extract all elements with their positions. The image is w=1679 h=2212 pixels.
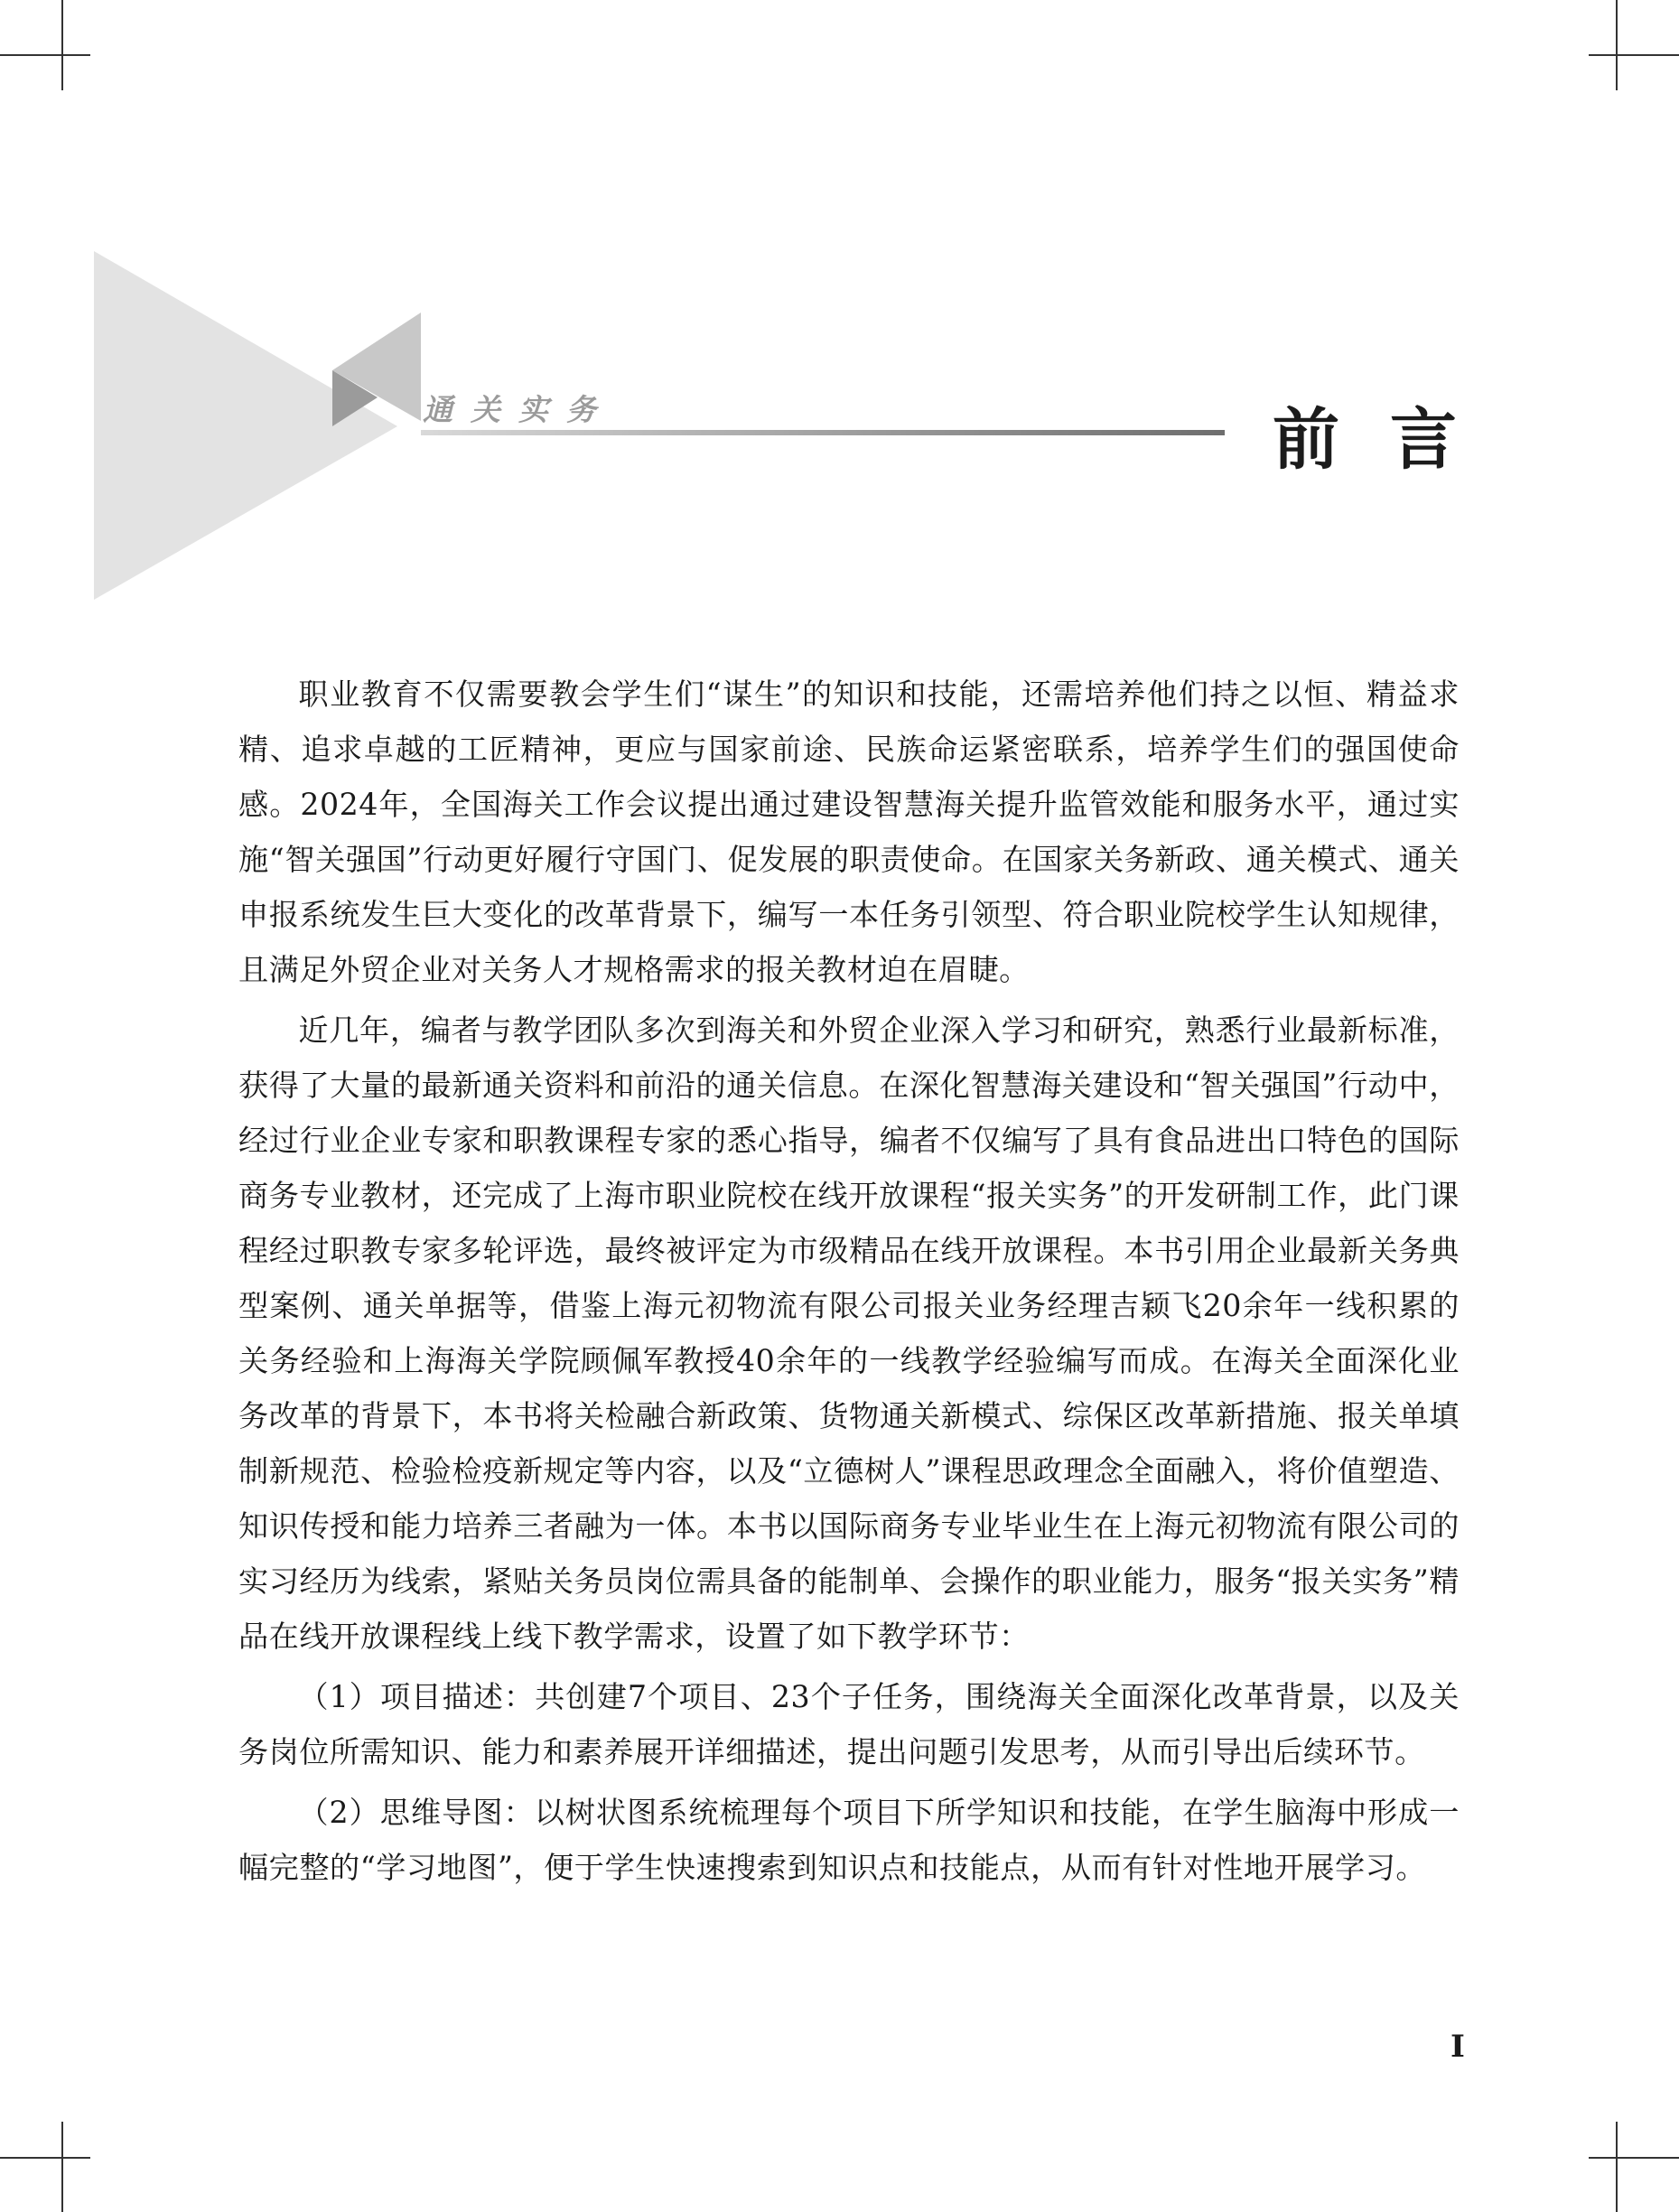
page-number: I: [1450, 2029, 1465, 2065]
paragraph: 职业教育不仅需要教会学生们“谋生”的知识和技能，还需培养他们持之以恒、精益求精、追求卓越的工匠精神，更应与国家前途、民族命运紧密联系，培养学生们的强国使命感。2024年，全国海关工作会议提出通过建设智慧海关提升监管效能和服务水平，通过实施“智关强国”行动更好履行守国门、促发展的职责使命。在国家关务新政、通关模式、通关申报系统发生巨大变化的改革背景下，编写一本任务引领型、符合职业院校学生认知规律，且满足外贸企业对关务人才规格需求的报关教材迫在眉睫。: [238, 677, 1460, 987]
chapter-title: 前言: [1273, 401, 1507, 479]
crop-mark: [61, 2122, 63, 2212]
crop-mark: [1589, 54, 1679, 56]
small-triangle-dark: [332, 370, 378, 426]
crop-mark: [0, 54, 90, 56]
paragraph: （2）思维导图：以树状图系统梳理每个项目下所学知识和技能，在学生脑海中形成一幅完整的“学习地图”，便于学生快速搜索到知识点和技能点，从而有针对性地开展学习。: [238, 1795, 1460, 1885]
paragraph: 近几年，编者与教学团队多次到海关和外贸企业深入学习和研究，熟悉行业最新标准，获得了大量的最新通关资料和前沿的通关信息。在深化智慧海关建设和“智关强国”行动中，经过行业企业专家和职教课程专家的悉心指导，编者不仅编写了具有食品进出口特色的国际商务专业教材，还完成了上海市职业院校在线开放课程“报关实务”的开发研制工作，此门课程经过职教专家多轮评选，最终被评定为市级精品在线开放课程。本书引用企业最新关务典型案例、通关单据等，借鉴上海元初物流有限公司报关业务经理吉颖飞20余年一线积累的关务经验和上海海关学院顾佩军教授40余年的一线教学经验编写而成。在海关全面深化业务改革的背景下，本书将关检融合新政策、货物通关新模式、综保区改革新措施、报关单填制新规范、检验检疫新规定等内容，以及“立德树人”课程思政理念全面融入，将价值塑造、知识传授和能力培养三者融为一体。本书以国际商务专业毕业生在上海元初物流有限公司的实习经历为线索，紧贴关务员岗位需具备的能制单、会操作的职业能力，服务“报关实务”精品在线开放课程线上线下教学需求，设置了如下教学环节：: [238, 1013, 1460, 1654]
large-triangle: [94, 251, 397, 600]
running-head: 通关实务: [423, 392, 614, 427]
small-triangle-light: [332, 313, 421, 421]
crop-mark: [0, 2157, 90, 2159]
crop-mark: [1616, 0, 1618, 90]
crop-mark: [61, 0, 63, 90]
crop-mark: [1589, 2157, 1679, 2159]
paragraph: （1）项目描述：共创建7个项目、23个子任务，围绕海关全面深化改革背景，以及关务岗位所需知识、能力和素养展开详细描述，提出问题引发思考，从而引导出后续环节。: [238, 1679, 1460, 1769]
body-text: [238, 667, 1460, 1895]
header-rule: [421, 430, 1225, 435]
crop-mark: [1616, 2122, 1618, 2212]
